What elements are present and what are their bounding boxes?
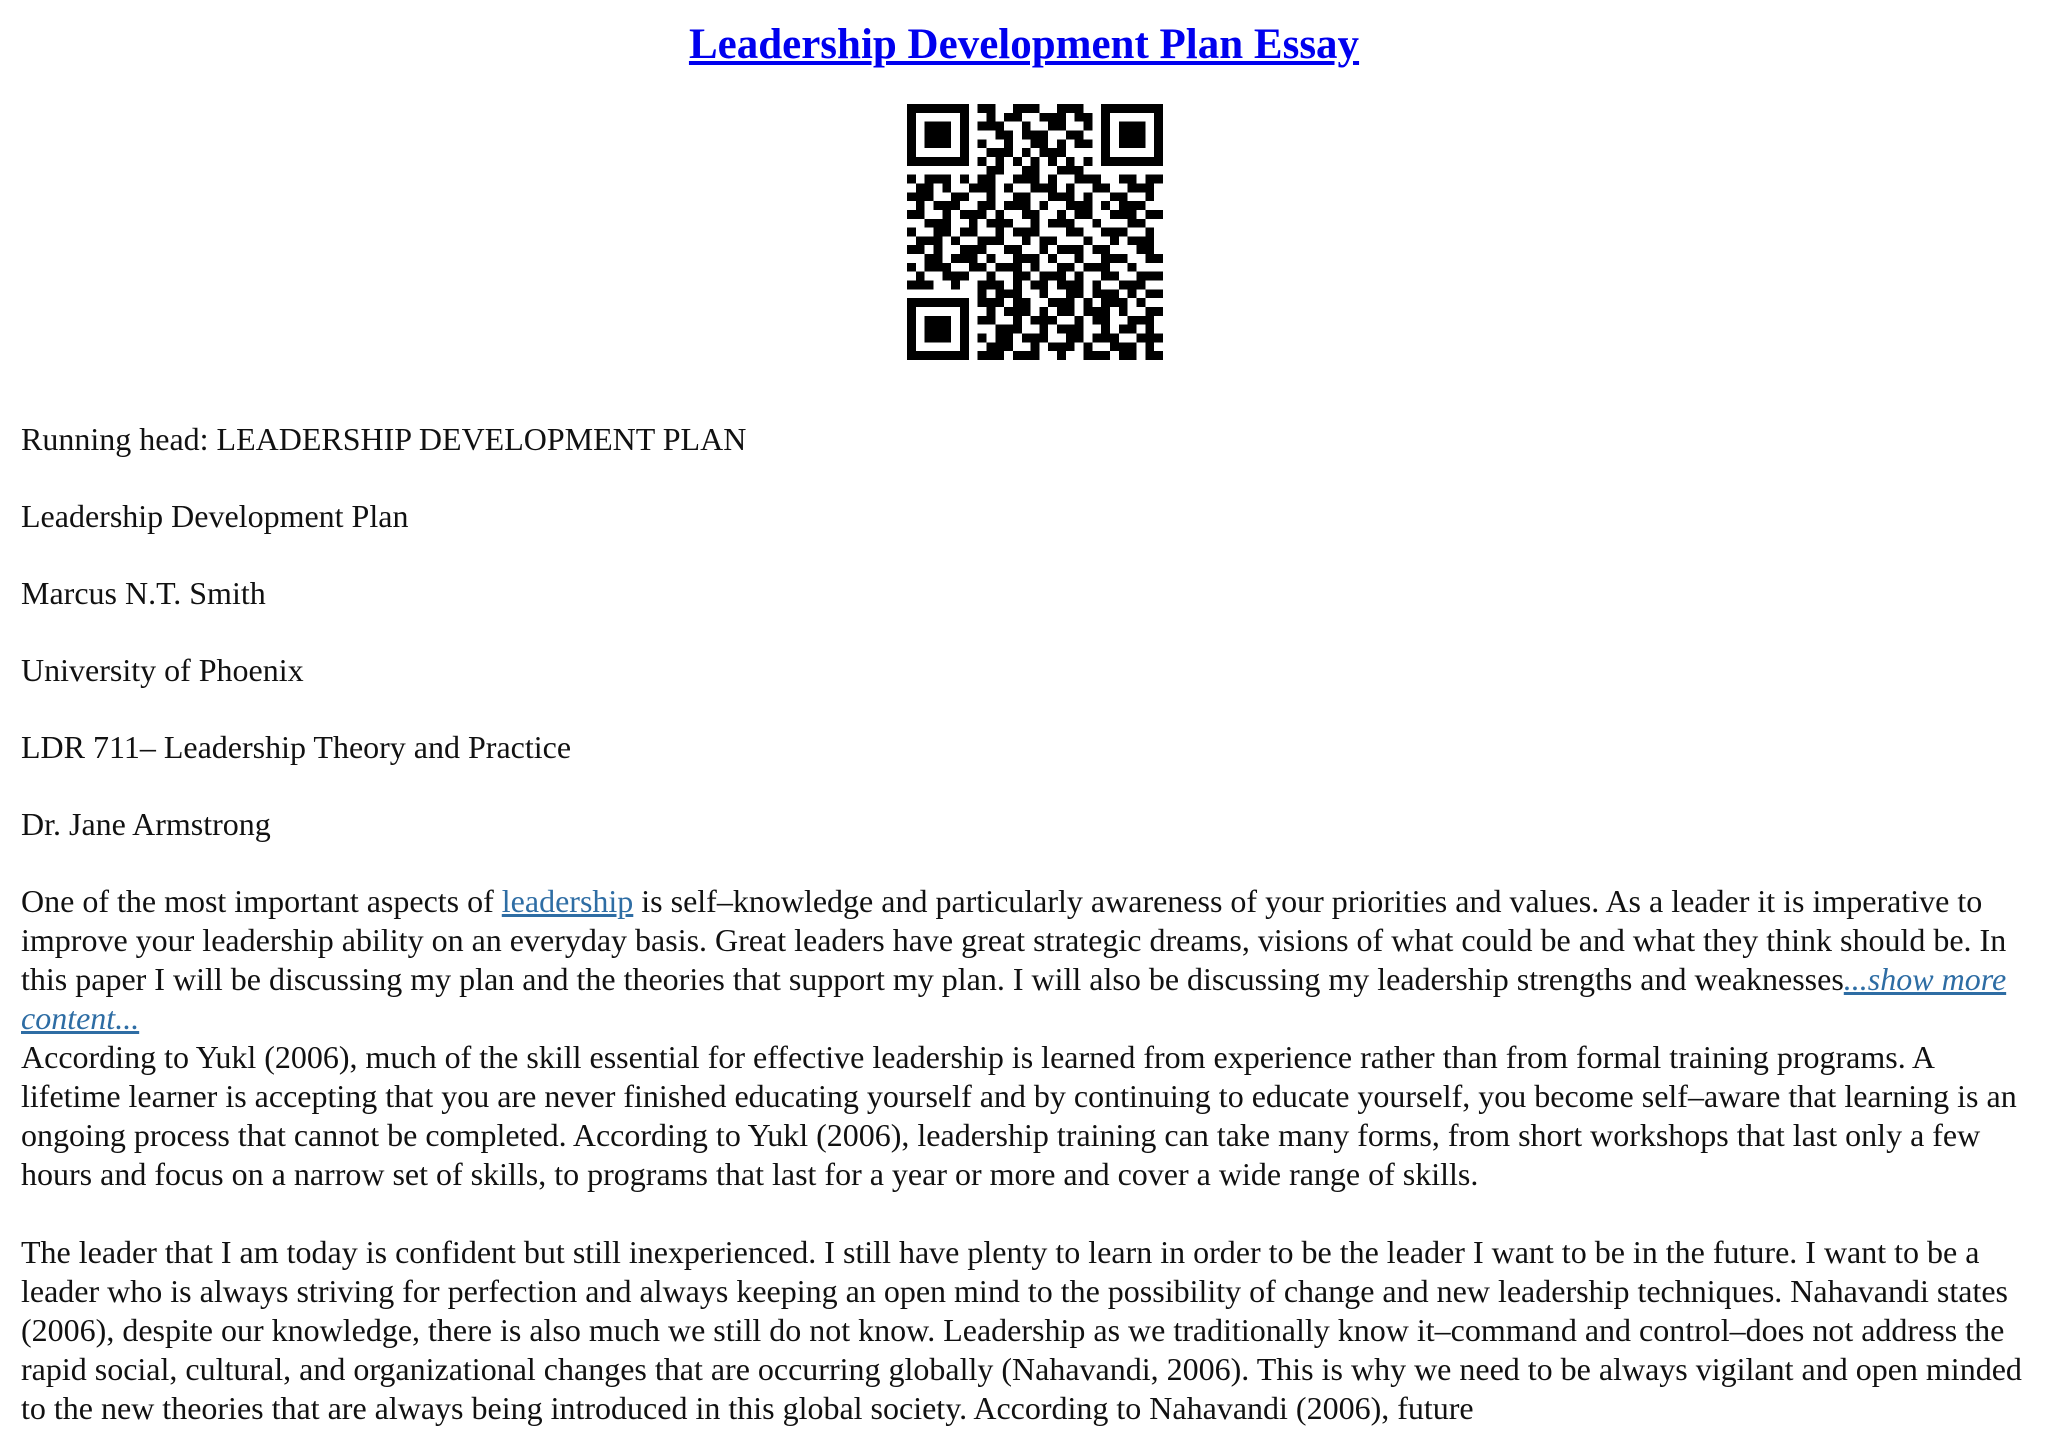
title-container xyxy=(0,16,2048,74)
body-paragraph: According to Yukl (2006), much of the skill essential for effective leadership is learned from experience rather than from formal training programs. A lifetime learner is accepting that you are never finished educating yourself and by continuing to educate yourself, you become self–aware that learning is an ongoing process that cannot be completed. According to Yukl (2006), leadership training can take many forms, from short workshops that last only a few hours and focus on a narrow set of skills, to programs that last for a year or more and cover a wide range of skills. xyxy=(21,1039,2017,1192)
qr-code-graphic xyxy=(907,104,1163,360)
qr-code-icon xyxy=(907,104,1163,360)
institution: University of Phoenix xyxy=(21,652,304,688)
running-head: Running head: LEADERSHIP DEVELOPMENT PLAN xyxy=(21,421,747,457)
page-title-link[interactable]: Leadership Development Plan Essay xyxy=(688,21,1360,68)
document-body xyxy=(21,420,2031,1428)
leadership-link[interactable]: leadership xyxy=(501,883,634,919)
instructor-name: Dr. Jane Armstrong xyxy=(21,806,271,842)
paper-title: Leadership Development Plan xyxy=(21,498,409,534)
intro-paragraph xyxy=(21,882,2031,1038)
intro-text-before-link: One of the most important aspects of xyxy=(21,883,502,919)
intro-text-after-link: is self–knowledge and particularly awareness of your priorities and values. As a leader it is imperative to improve your leadership ability on an everyday basis. Great leaders have great strategic dreams, visions of what could be and what they think should be. In this paper I will be discussing my plan and the theories that support my plan. I will also be discussing my leadership strengths and weaknesses xyxy=(21,883,2007,997)
author-name: Marcus N.T. Smith xyxy=(21,575,266,611)
course-name: LDR 711– Leadership Theory and Practice xyxy=(21,729,572,765)
show-more-link[interactable]: ...show more content... xyxy=(21,961,2007,1036)
body-paragraph: The leader that I am today is confident but still inexperienced. I still have plenty to learn in order to be the leader I want to be in the future. I want to be a leader who is always striving for perfection and always keeping an open mind to the possibility of change and new leadership techniques. Nahavandi states (2006), despite our knowledge, there is also much we still do not know. Leadership as we traditionally know it–command and control–does not address the rapid social, cultural, and organizational changes that are occurring globally (Nahavandi, 2006). This is why we need to be always vigilant and open minded to the new theories that are always being introduced in this global society. According to Nahavandi (2006), future xyxy=(21,1234,2022,1426)
